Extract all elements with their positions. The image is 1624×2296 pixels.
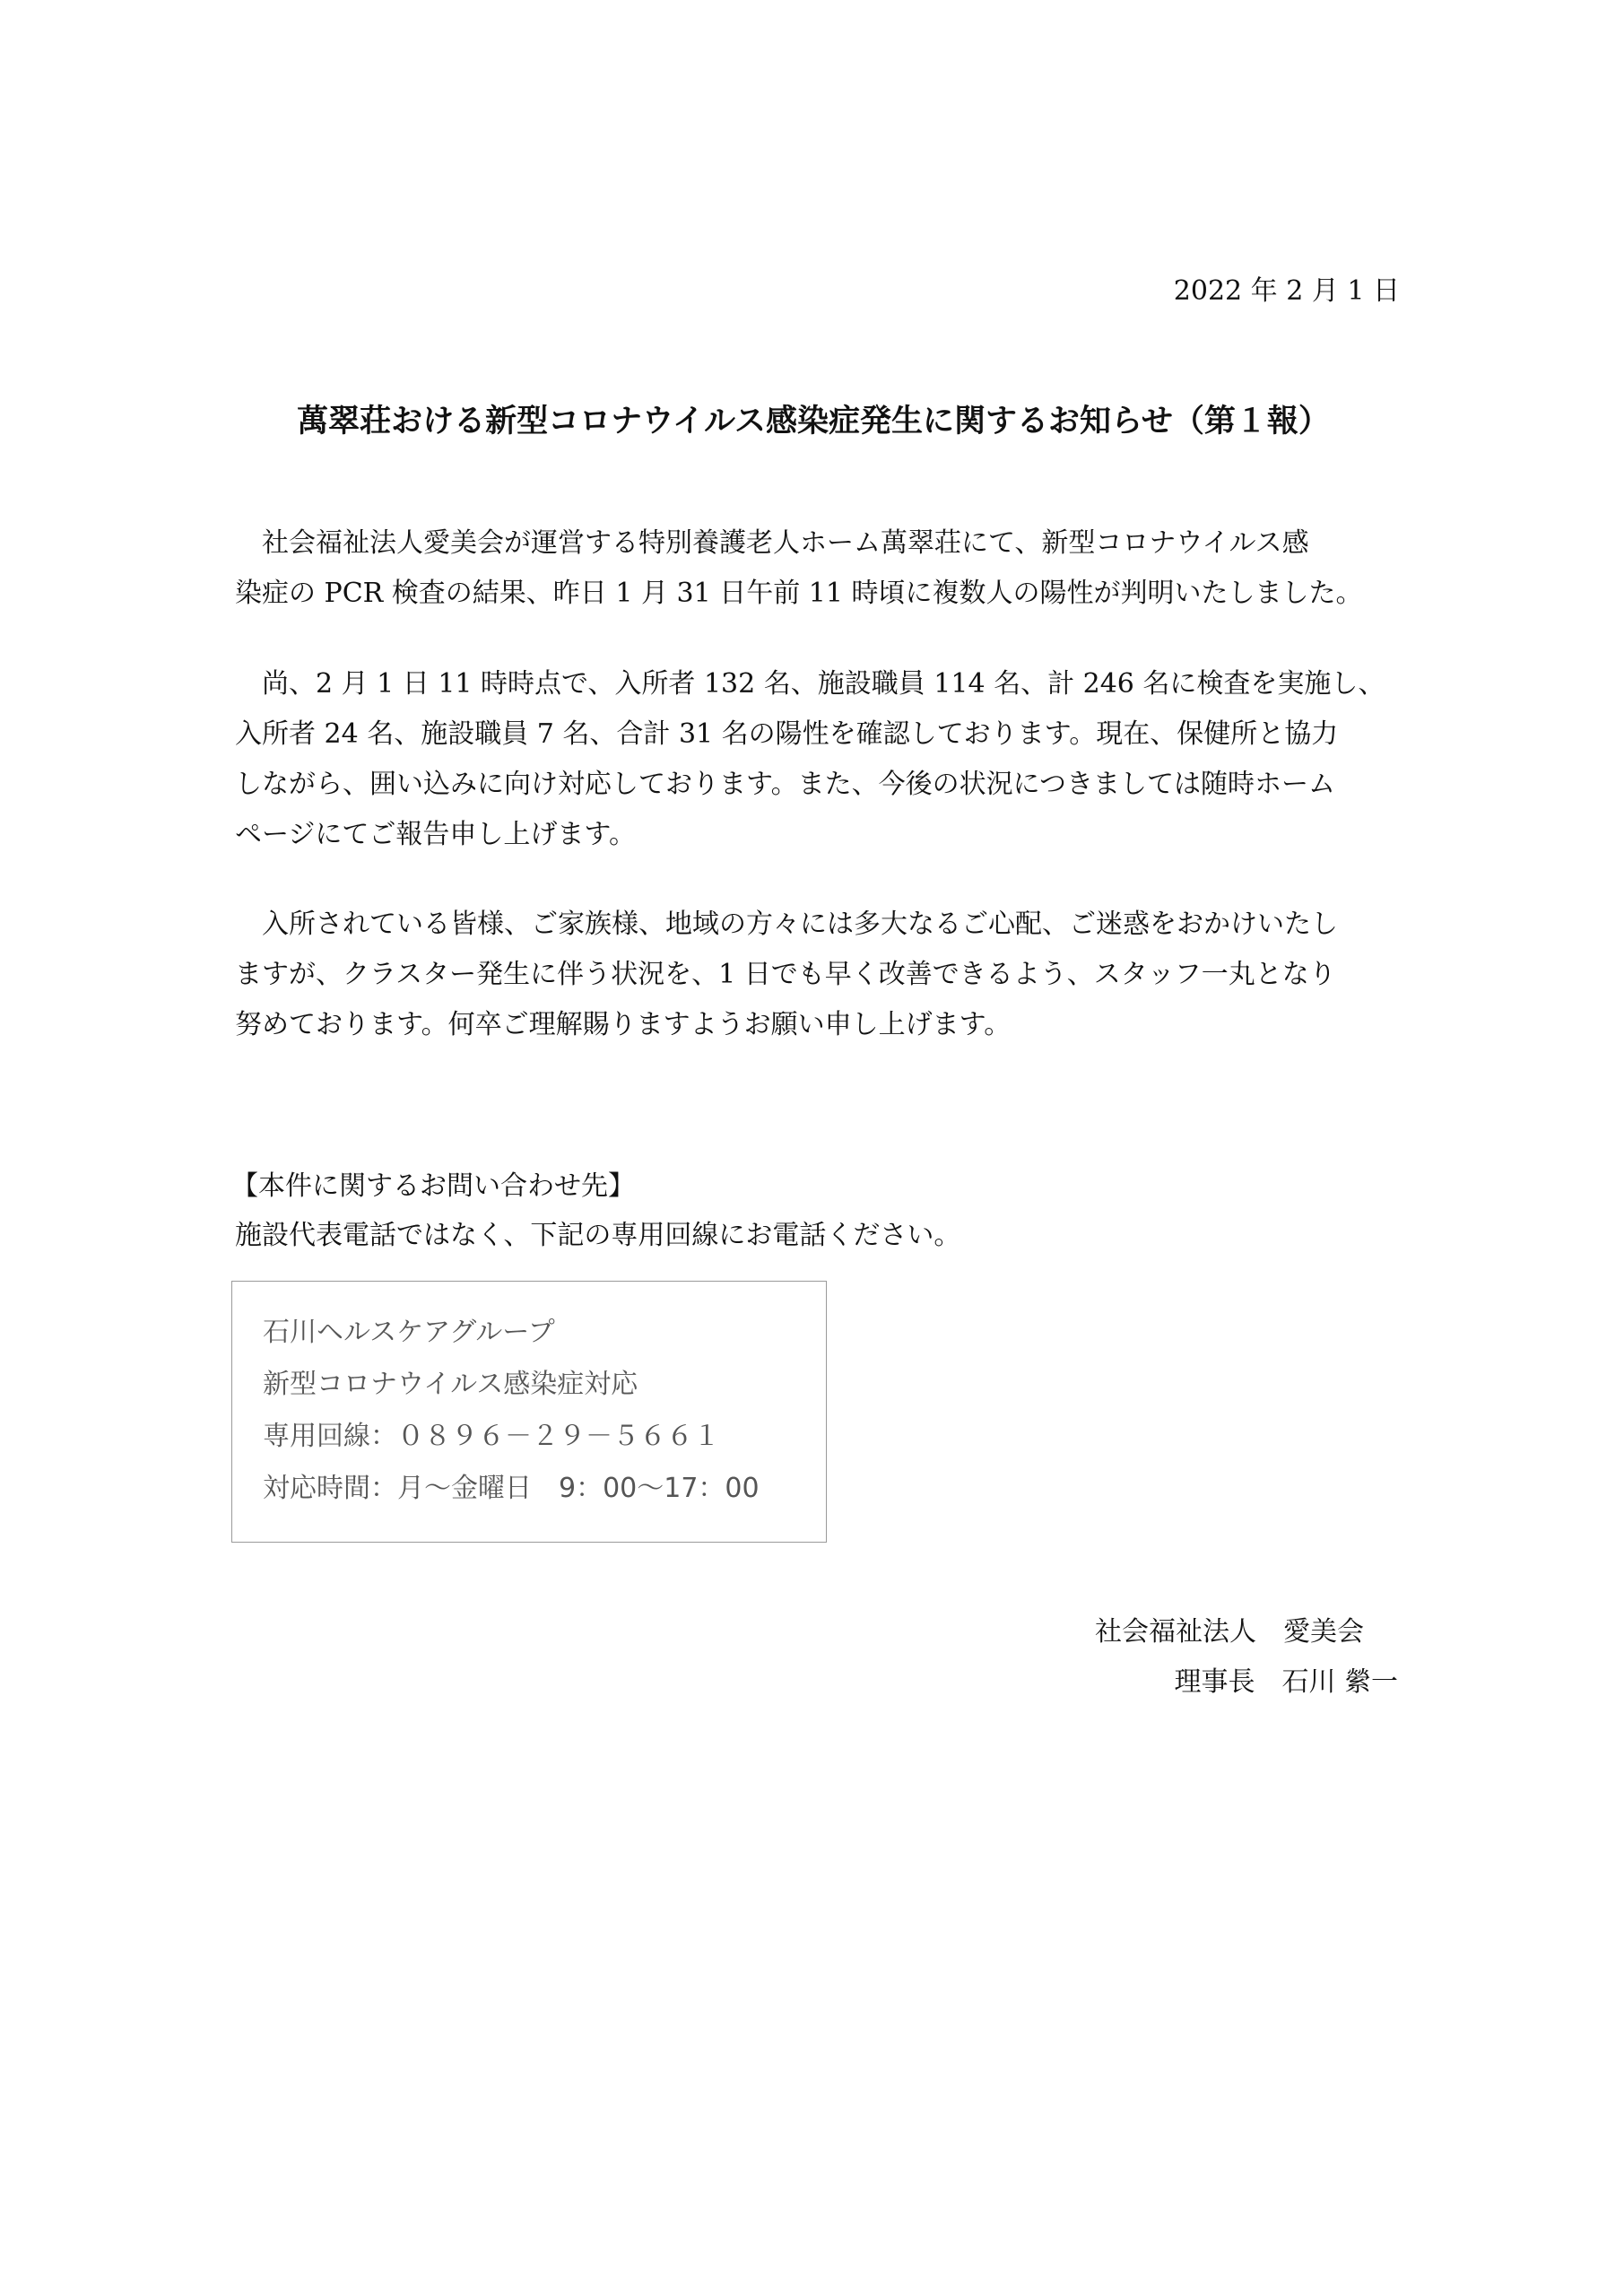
paragraph-3 — [235, 900, 1401, 1050]
contact-info-lines — [263, 1307, 760, 1515]
paragraph-line: 尚、2 月 1 日 11 時時点で、入所者 132 名、施設職員 114 名、計 246 名に検査を実施し、 — [235, 668, 1385, 700]
document-title: 萬翠荘おける新型コロナウイルス感染症発生に関するお知らせ（第１報） — [297, 404, 1330, 439]
contact-info-box — [231, 1281, 827, 1543]
paragraph-1 — [235, 518, 1401, 619]
contact-heading: 【本件に関するお問い合わせ先】 — [231, 1170, 635, 1202]
paragraph-line: しながら、囲い込みに向け対応しております。また、今後の状況につきましては随時ホーム — [235, 769, 1335, 800]
contact-phone: 専用回線：０８９６－２９－５６６１ — [263, 1421, 720, 1452]
paragraph-line: 染症の PCR 検査の結果、昨日 1 月 31 日午前 11 時頃に複数人の陽性が判明いたしました。 — [235, 578, 1363, 609]
paragraph-line: 入所されている皆様、ご家族様、地域の方々には多大なるご心配、ご迷惑をおかけいたし — [235, 909, 1338, 940]
document-date: 2022 年 2 月 1 日 — [1173, 275, 1400, 307]
paragraph-line: ページにてご報告申し上げます。 — [235, 819, 636, 850]
paragraph-2 — [235, 659, 1401, 860]
paragraph-line: 社会福祉法人愛美会が運営する特別養護老人ホーム萬翠荘にて、新型コロナウイルス感 — [235, 527, 1309, 559]
contact-group-name: 石川ヘルスケアグループ — [263, 1317, 555, 1348]
paragraph-line: 入所者 24 名、施設職員 7 名、合計 31 名の陽性を確認しております。現在、保健所と協力 — [235, 718, 1339, 750]
contact-department: 新型コロナウイルス感染症対応 — [263, 1369, 638, 1400]
signature-name: 理事長 石川 縈一 — [1174, 1666, 1398, 1698]
signature-organization: 社会福祉法人 愛美会 — [1095, 1616, 1364, 1648]
contact-hours: 対応時間：月～金曜日 9：00～17：00 — [263, 1473, 760, 1504]
paragraph-line: ますが、クラスター発生に伴う状況を、1 日でも早く改善できるよう、スタッフ一丸となり — [235, 959, 1336, 990]
paragraph-line: 努めております。何卒ご理解賜りますようお願い申し上げます。 — [235, 1009, 1012, 1040]
contact-note: 施設代表電話ではなく、下記の専用回線にお電話ください。 — [235, 1220, 961, 1251]
